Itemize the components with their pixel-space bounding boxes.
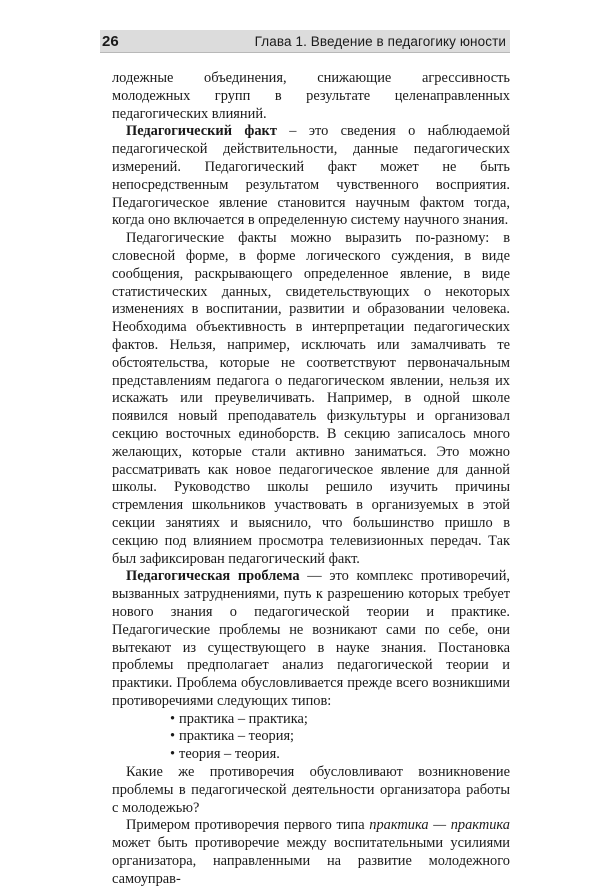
paragraph-pedagogical-problem bbox=[112, 568, 510, 710]
paragraph-fact-examples: Педагогические факты можно выразить по-разному: в словесной форме, в форме логического суждения, в виде сообщения, раскрывающего определенное явление, в виде статистических данных, свидетельствующих о некоторых изменениях в воспитании, развитии и образовании человека. Необходима объективность в интерпретации педагогических фактов. Нельзя, например, исключать или замалчивать те обстоятельства, которые не соответствуют первоначальным представлениям педагога о педагогическом явлении, нельзя их искажать или преувеличивать. Например, в одной школе появился новый преподаватель физкультуры и организовал секцию восточных единоборств. В секцию записалось много желающих, которые стали активно заниматься. Это можно рассматривать как новое педагогическое явление для данной школы. Руководство школы решило изучить причины стремления школьников участвовать в организуемых в этой секции занятиях и выяснило, что большинство пришло в секцию под влиянием просмотра телевизионных передач. Так был зафиксирован педагогический факт. bbox=[112, 230, 510, 567]
page-number: 26 bbox=[102, 32, 119, 50]
example-rest: может быть противоречие между воспитательными усилиями организатора, направленными на развитие молодежного самоуправ- bbox=[112, 835, 510, 887]
list-item: • практика – теория; bbox=[170, 728, 510, 746]
definition-pedagogical-fact: – это сведения о наблюдаемой педагогической действительности, данные педагогических измерений. Педагогический факт может не быть непосредственным результатом чувственного восприятия. Педагогическое явление становится научным фактом тогда, когда оно включается в определенную систему научного знания. bbox=[112, 123, 510, 229]
list-item: • теория – теория. bbox=[170, 746, 510, 764]
definition-pedagogical-problem: — это комплекс противоречий, вызванных затруднениями, путь к разрешению которых требует нового знания о педагогической теории и практике. Педагогические проблемы не возникают сами по себе, они вытекают из существующего в науке знания. Постановка проблемы предполагает анализ педагогической теории и практики. Проблема обусловливается прежде всего возникшими противоречиями следующих типов: bbox=[112, 568, 511, 709]
list-item: • практика – практика; bbox=[170, 711, 510, 729]
paragraph-example bbox=[112, 817, 510, 888]
example-emphasis: практика — практика bbox=[369, 817, 510, 834]
term-pedagogical-problem: Педагогическая проблема bbox=[126, 568, 300, 585]
paragraph-continuation: лодежные объединения, снижающие агрессивность молодежных групп в результате целенаправленных педагогических влияний. bbox=[112, 70, 510, 122]
chapter-title: Глава 1. Введение в педагогику юности bbox=[254, 33, 506, 49]
paragraph-pedagogical-fact bbox=[112, 123, 510, 230]
body-text bbox=[112, 70, 510, 889]
running-header bbox=[100, 30, 510, 53]
example-lead: Примером противоречия первого типа bbox=[126, 817, 370, 834]
term-pedagogical-fact: Педагогический факт bbox=[126, 123, 277, 140]
contradiction-types-list bbox=[112, 711, 510, 764]
paragraph-question: Какие же противоречия обусловливают возникновение проблемы в педагогической деятельности организатора работы с молодежью? bbox=[112, 764, 510, 816]
